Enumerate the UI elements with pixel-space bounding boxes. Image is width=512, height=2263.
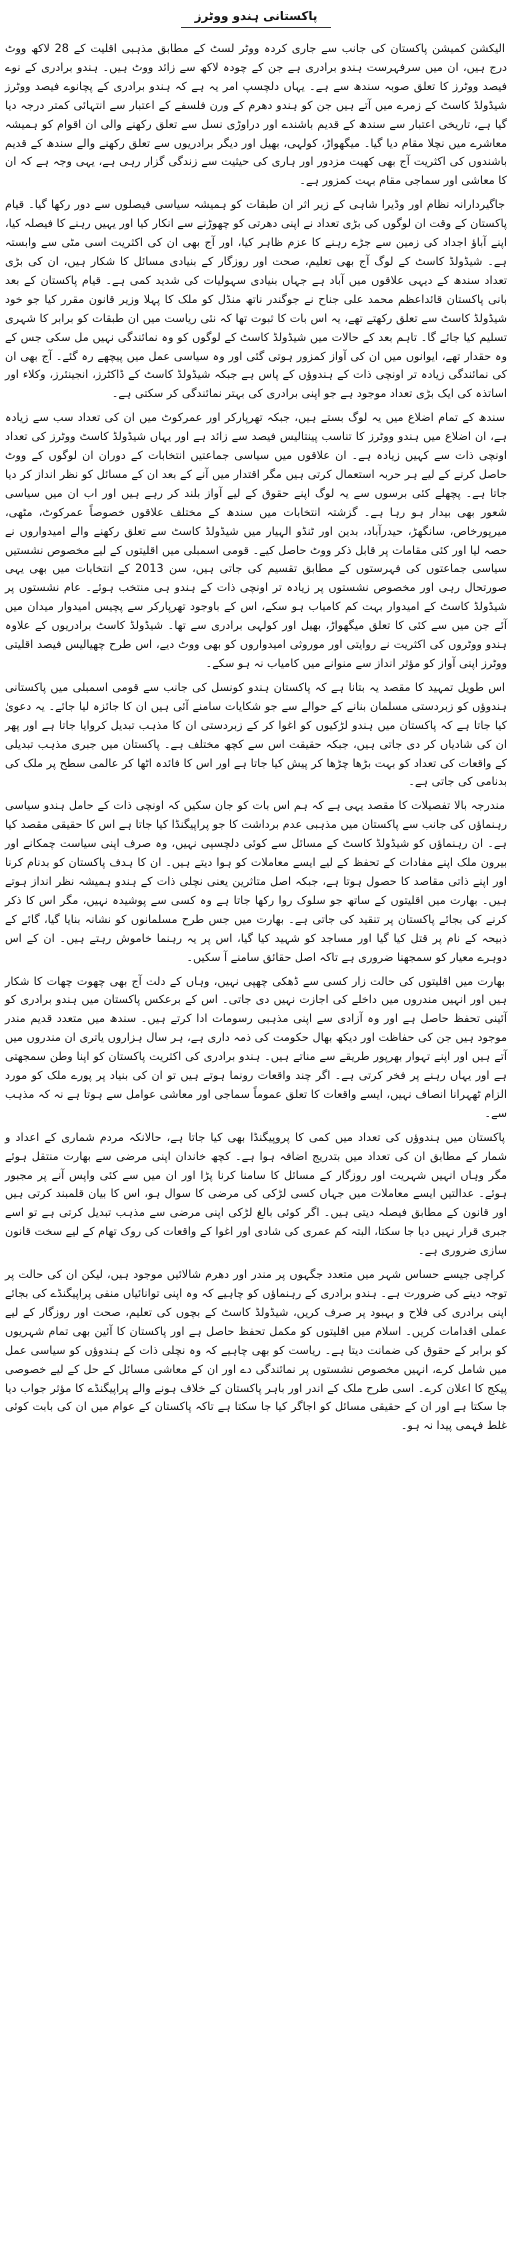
paragraph-4: اس طویل تمہید کا مقصد یہ بتانا ہے کہ پاکستان ہندو کونسل کی جانب سے قومی اسمبلی میں پاکستانی ہندوؤں کو زبردستی مسلمان بنانے کے حوالے سے جو شکایات سامنے آئی ہیں ان کا جائزہ لیا جائے۔ یہ دعویٰ کیا جاتا ہے کہ پاکستان میں ہندو لڑکیوں کو اغوا کر کے زبردستی ان کا مذہب تبدیل کروایا جاتا ہے اور پھر ان کی شادیاں کر دی جاتی ہیں، جبکہ حقیقت اس سے کچھ مختلف ہے۔ پاکستان میں جبری مذہب تبدیلی کے واقعات کی تعداد کو بہت بڑھا چڑھا کر پیش کیا جاتا ہے اور اس کا فائدہ اٹھا کر عالمی سطح پر ملک کی بدنامی کی جاتی ہے۔ (5, 680, 507, 789)
paragraph-8: کراچی جیسے حساس شہر میں متعدد جگہوں پر مندر اور دھرم شالائیں موجود ہیں، لیکن ان کی حالت پر توجہ دینے کی ضرورت ہے۔ ہندو برادری کے رہنماؤں کو چاہیے کہ وہ اپنی توانائیاں منفی پراپیگنڈے کی بجائے اپنی برادری کی فلاح و بہبود پر صرف کریں، شیڈولڈ کاسٹ کے بچوں کی تعلیم، صحت اور روزگار کے لیے عملی اقدامات کریں۔ اسلام میں اقلیتوں کو مکمل تحفظ حاصل ہے اور پاکستان کا آئین بھی تمام شہریوں کو برابر کے حقوق کی ضمانت دیتا ہے۔ ریاست کو بھی چاہیے کہ وہ نچلی ذات کے ہندوؤں کو سیاسی عمل میں شامل کرے، انہیں مخصوص نشستوں پر نمائندگی دے اور ان کے معاشی مسائل کے حل کے لیے خصوصی پیکج کا اعلان کرے۔ اسی طرح ملک کے اندر اور باہر پاکستان کے خلاف ہونے والے پراپیگنڈے کا مؤثر جواب دیا جا سکتا ہے اور ان کے حقیقی مسائل کو اجاگر کیا جا سکتا ہے تاکہ پاکستان کے عوام میں ان کی بابت کوئی غلط فہمی پیدا نہ ہو۔ (5, 1268, 507, 1433)
title-box (181, 6, 331, 28)
paragraph-5: مندرجہ بالا تفصیلات کا مقصد یہی ہے کہ ہم اس بات کو جان سکیں کہ اونچی ذات کے حامل ہندو سیاسی رہنماؤں کی جانب سے پاکستان میں مذہبی عدم برداشت کا جو پراپیگنڈا کیا جاتا ہے اس کا حقیقی مقصد کیا ہے۔ ان رہنماؤں کو شیڈولڈ کاسٹ کے مسائل سے کوئی دلچسپی نہیں، وہ صرف اپنی سیاست چمکانے اور بیرون ملک اپنے مفادات کے تحفظ کے لیے ایسے معاملات کو ہوا دیتے ہیں۔ ان کا ہدف پاکستان کو بدنام کرنا اور اپنے ذاتی مقاصد کا حصول ہوتا ہے، جبکہ اصل متاثرین یعنی نچلی ذات کے ہندو ہمیشہ نظر انداز ہوتے ہیں۔ بھارت میں اقلیتوں کے ساتھ جو سلوک روا رکھا جاتا ہے وہ کسی سے پوشیدہ نہیں، مگر اس کا ذکر کرنے کی بجائے پاکستان پر تنقید کی جاتی ہے۔ بھارت میں جس طرح مسلمانوں کو نشانہ بنایا گیا، گائے کے ذبیحہ کے نام پر قتل کیا گیا اور مساجد کو شہید کیا گیا، اس پر یہ رہنما خاموش رہتے ہیں۔ ان کے اس دوہرے معیار کو سمجھنا ضروری ہے تاکہ اصل حقائق سامنے آ سکیں۔ (5, 799, 507, 964)
article-title: پاکستانی ہندو ووٹرز (194, 9, 318, 23)
paragraph-6: بھارت میں اقلیتوں کی حالت زار کسی سے ڈھکی چھپی نہیں، وہاں کے دلت آج بھی چھوت چھات کا شکار ہیں اور انہیں مندروں میں داخلے کی اجازت نہیں دی جاتی۔ اس کے برعکس پاکستان میں ہندو برادری کو آئینی تحفظ حاصل ہے اور وہ آزادی سے اپنی مذہبی رسومات ادا کرتے ہیں۔ سندھ میں متعدد قدیم مندر موجود ہیں جن کی حفاظت اور دیکھ بھال حکومت کی ذمہ داری ہے، ہر سال ہزاروں یاتری ان مندروں میں آتے ہیں اور اپنے تہوار بھرپور طریقے سے مناتے ہیں۔ ہندو برادری کی اکثریت پاکستان کو اپنا وطن سمجھتی ہے اور یہاں رہنے پر فخر کرتی ہے۔ اگر چند واقعات رونما ہوتے ہیں تو ان کی بنیاد پر پورے ملک کو مورد الزام ٹھہرانا انصاف نہیں، ایسے واقعات کا تعلق عموماً سماجی اور معاشی عوامل سے ہوتا ہے نہ کہ مذہب سے۔ (5, 974, 507, 1120)
paragraph-7: پاکستان میں ہندوؤں کی تعداد میں کمی کا پروپیگنڈا بھی کیا جاتا ہے، حالانکہ مردم شماری کے اعداد و شمار کے مطابق ان کی تعداد میں بتدریج اضافہ ہوا ہے۔ کچھ خاندان اپنی مرضی سے بھارت منتقل ہوئے مگر وہاں انہیں شہریت اور روزگار کے مسائل کا سامنا کرنا پڑا اور ان میں سے کئی واپس آنے پر مجبور ہوئے۔ عدالتیں ایسے معاملات میں جہاں کسی لڑکی کی مرضی کا سوال ہو، اس کا بیان قلمبند کرتی ہیں اور قانون کے مطابق فیصلہ دیتی ہیں۔ اگر کوئی بالغ لڑکی اپنی مرضی سے مذہب تبدیل کرتی ہے تو اسے جبری قرار نہیں دیا جا سکتا، البتہ کم عمری کی شادی اور اغوا کے واقعات کی روک تھام کے لیے سخت قانون سازی ضروری ہے۔ (5, 1130, 507, 1258)
paragraph-3: سندھ کے تمام اضلاع میں یہ لوگ بستے ہیں، جبکہ تھرپارکر اور عمرکوٹ میں ان کی تعداد سب سے زیادہ ہے، ان اضلاع میں ہندو ووٹرز کا تناسب پینتالیس فیصد سے زائد ہے اور یہاں شیڈولڈ کاسٹ ووٹرز کی تعداد اونچی ذات سے کہیں زیادہ ہے۔ ان علاقوں میں سیاسی جماعتیں انتخابات کے دوران ان لوگوں کے ووٹ حاصل کرنے کے لیے ہر حربہ استعمال کرتی ہیں مگر اقتدار میں آنے کے بعد ان کے مسائل کو نظر انداز کر دیا جاتا ہے۔ پچھلے کئی برسوں سے یہ لوگ اپنے حقوق کے لیے آواز بلند کر رہے ہیں اور اب ان میں سیاسی شعور بھی بیدار ہو رہا ہے۔ گزشتہ انتخابات میں سندھ کے مختلف علاقوں خصوصاً عمرکوٹ، مٹھی، میرپورخاص، سانگھڑ، حیدرآباد، بدین اور ٹنڈو الہیار میں شیڈولڈ کاسٹ سے تعلق رکھنے والے امیدواروں نے حصہ لیا اور کئی مقامات پر قابل ذکر ووٹ حاصل کیے۔ قومی اسمبلی میں اقلیتوں کے لیے مخصوص نشستیں سیاسی جماعتوں کی فہرستوں کے مطابق تقسیم کی جاتی ہیں، سن 2013 کے انتخابات میں بھی یہی صورتحال رہی اور مخصوص نشستوں پر زیادہ تر اونچی ذات کے ہندو ہی منتخب ہوئے۔ عام نشستوں پر شیڈولڈ کاسٹ کے امیدوار بہت کم کامیاب ہو سکے، اس کے باوجود تھرپارکر سے پچیس امیدوار میدان میں آئے جن میں سے کئی کا تعلق میگھواڑ، بھیل اور کولہی برادری سے تھا۔ شیڈولڈ کاسٹ برادریوں کے علاوہ ہندو ووٹروں کی اکثریت نے روایتی اور موروثی امیدواروں کو بھی ووٹ دیے، اس طرح چھیالیس فیصد اقلیتی ووٹرز اپنی آواز کو مؤثر انداز سے منوانے میں کامیاب نہ ہو سکے۔ (5, 411, 507, 670)
paragraph-1: الیکشن کمیشن پاکستان کی جانب سے جاری کردہ ووٹر لسٹ کے مطابق مذہبی اقلیت کے 28 لاکھ ووٹ درج ہیں، ان میں سرفہرست ہندو برادری ہے جن کے چودہ لاکھ سے زائد ووٹ ہیں۔ ہندو برادری کے نوے فیصد ووٹرز کا تعلق صوبہ سندھ سے ہے۔ یہاں دلچسپ امر یہ ہے کہ ہندو برادری کے پچانوے فیصد ووٹرز شیڈولڈ کاسٹ کے زمرے میں آتے ہیں جن کو ہندو دھرم کے ورن فلسفے کے اعتبار سے انتہائی کمتر درجہ دیا گیا ہے، تاریخی اعتبار سے سندھ کے قدیم باشندے اور دراوڑی نسل سے تعلق رکھنے والی ان اقوام کو ہمیشہ معاشرے میں نچلا مقام دیا گیا۔ میگھواڑ، کولہی، بھیل اور دیگر برادریوں سے تعلق رکھنے والے سندھ کے قدیم باشندوں کی اکثریت آج بھی کھیت مزدور اور ہاری کی حیثیت سے زندگی گزار رہی ہے، یہی وجہ ہے کہ ان کا معاشی اور سماجی مقام بہت کمزور ہے۔ (5, 42, 507, 188)
paragraph-2: جاگیردارانہ نظام اور وڈیرا شاہی کے زیر اثر ان طبقات کو ہمیشہ سیاسی فیصلوں سے دور رکھا گیا۔ قیام پاکستان کے وقت ان لوگوں کی بڑی تعداد نے اپنی دھرتی کو چھوڑنے سے انکار کیا اور یہیں رہنے کا فیصلہ کیا، اپنے آباؤ اجداد کی زمین سے جڑے رہنے کا عزم ظاہر کیا، اور آج بھی ان کی اکثریت اسی مٹی سے وابستہ ہے۔ شیڈولڈ کاسٹ کے لوگ آج بھی تعلیم، صحت اور روزگار کے بنیادی مسائل کا شکار ہیں، ان کی بڑی تعداد سندھ کے دیہی علاقوں میں آباد ہے جہاں بنیادی سہولیات کی شدید کمی ہے۔ قیام پاکستان کے بعد بانی پاکستان قائداعظم محمد علی جناح نے جوگندر ناتھ منڈل کو ملک کا پہلا وزیر قانون مقرر کیا جو خود شیڈولڈ کاسٹ سے تعلق رکھتے تھے، یہ اس بات کا ثبوت تھا کہ نئی ریاست میں ان طبقات کو برابر کا شہری تسلیم کیا جائے گا۔ تاہم بعد کے حالات میں شیڈولڈ کاسٹ کے لوگوں کو وہ نمائندگی نہیں مل سکی جس کے وہ حقدار تھے، ایوانوں میں ان کی آواز کمزور ہوتی گئی اور وہ سیاسی عمل میں پیچھے رہ گئے۔ آج بھی ان کی نمائندگی زیادہ تر اونچی ذات کے ہندوؤں کے پاس ہے جبکہ شیڈولڈ کاسٹ کے ڈاکٹرز، انجینئرز، وکلاء اور اساتذہ کی ایک بڑی تعداد موجود ہے جو اپنی برادری کی بہتر نمائندگی کر سکتی ہے۔ (5, 198, 507, 401)
